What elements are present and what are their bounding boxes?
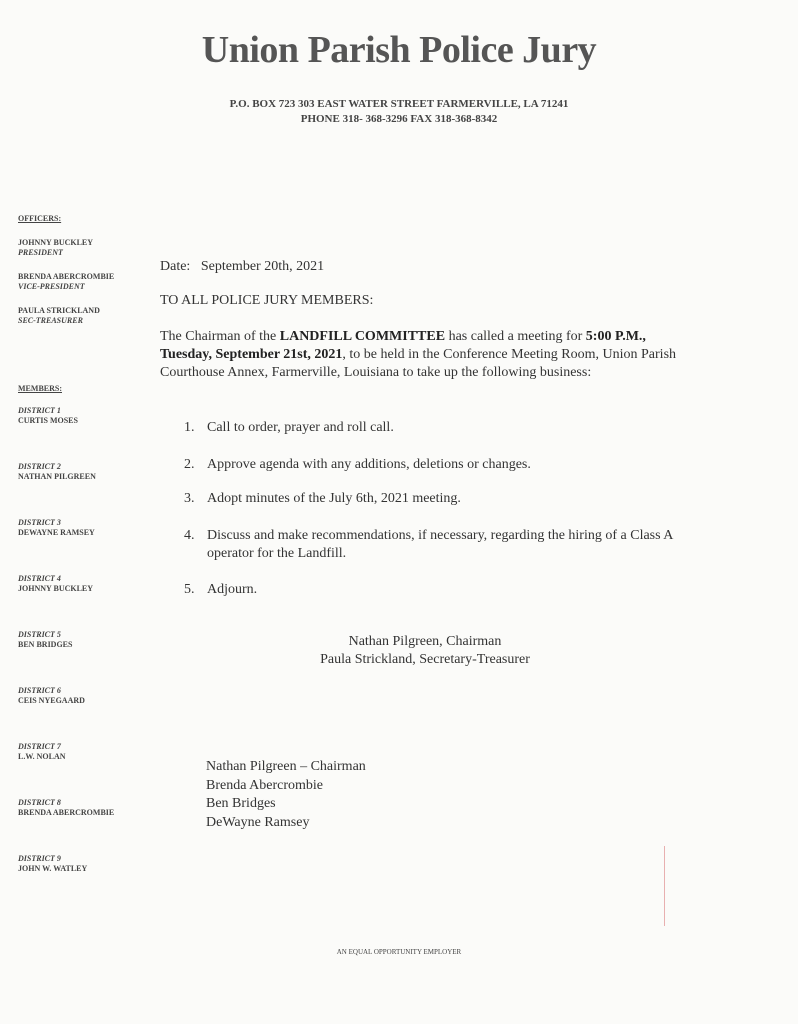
meeting-time: 5:00 P.M., Tuesday, September 21st, 2021: [160, 329, 646, 362]
district-label: DISTRICT 8: [18, 798, 61, 807]
district-member: DEWAYNE RAMSEY: [18, 528, 95, 537]
district-label: DISTRICT 3: [18, 518, 61, 527]
district-label: DISTRICT 4: [18, 574, 61, 583]
district-member: BEN BRIDGES: [18, 640, 73, 649]
notice-text: has called a meeting for: [445, 329, 586, 344]
district-member: BRENDA ABERCROMBIE: [18, 808, 115, 817]
officer-role: SEC-TREASURER: [18, 316, 83, 325]
date-value: September 20th, 2021: [200, 259, 325, 274]
committee-member: Ben Bridges: [206, 796, 276, 811]
agenda-text: Call to order, prayer and roll call.: [207, 420, 394, 435]
agenda-text: Adjourn.: [207, 582, 258, 597]
district-label: DISTRICT 5: [18, 630, 61, 639]
letterhead-phone: PHONE 318- 368-3296 FAX 318-368-8342: [300, 113, 498, 125]
district-member: CEIS NYEGAARD: [18, 696, 85, 705]
officer-name: PAULA STRICKLAND: [18, 306, 100, 315]
notice-text: The Chairman of the: [160, 329, 280, 344]
agenda-text: Discuss and make recommendations, if necessary, regarding the hiring of a Class A operator for the Landfill.: [207, 528, 673, 561]
salutation: TO ALL POLICE JURY MEMBERS:: [160, 293, 374, 308]
agenda-number: 3.: [184, 491, 195, 506]
agenda-number: 5.: [184, 582, 195, 597]
officer-role: VICE-PRESIDENT: [18, 282, 85, 291]
date-label: Date:: [160, 259, 191, 274]
district-member: NATHAN PILGREEN: [18, 472, 96, 481]
officer-name: BRENDA ABERCROMBIE: [18, 272, 115, 281]
members-heading: MEMBERS:: [18, 384, 62, 393]
officer-role: PRESIDENT: [18, 248, 63, 257]
committee-members: [206, 758, 366, 832]
district-label: DISTRICT 9: [18, 854, 61, 863]
district-label: DISTRICT 1: [18, 406, 61, 415]
officers-heading: OFFICERS:: [18, 214, 62, 223]
committee-name: LANDFILL COMMITTEE: [279, 329, 446, 344]
officer-name: JOHNNY BUCKLEY: [18, 238, 94, 247]
letterhead-address: P.O. BOX 723 303 EAST WATER STREET FARMERVILLE, LA 71241: [229, 98, 569, 110]
agenda-number: 1.: [184, 420, 195, 435]
margin-mark: [664, 846, 665, 926]
agenda-text: Adopt minutes of the July 6th, 2021 meeting.: [207, 491, 461, 506]
district-member: JOHN W. WATLEY: [18, 864, 88, 873]
signature-chair: Nathan Pilgreen, Chairman: [348, 634, 502, 649]
letter-date: [160, 258, 720, 276]
committee-member: DeWayne Ramsey: [206, 814, 310, 830]
committee-member: Nathan Pilgreen – Chairman: [206, 759, 366, 774]
agenda-number: 2.: [184, 457, 195, 472]
footer-equal-opportunity: AN EQUAL OPPORTUNITY EMPLOYER: [336, 948, 462, 956]
district-member: JOHNNY BUCKLEY: [18, 584, 94, 593]
district-label: DISTRICT 6: [18, 686, 61, 695]
district-label: DISTRICT 2: [18, 462, 61, 471]
letterhead-title: Union Parish Police Jury: [201, 29, 597, 71]
district-member: L.W. NOLAN: [18, 752, 66, 761]
district-label: DISTRICT 7: [18, 742, 61, 751]
signature-secretary: Paula Strickland, Secretary-Treasurer: [320, 652, 530, 667]
committee-member: Brenda Abercrombie: [206, 777, 324, 793]
agenda-number: 4.: [184, 528, 195, 543]
notice-text: , to be held in the Conference Meeting Room, Union Parish Courthouse Annex, Farmerville, Louisiana to take up the following business:: [160, 347, 677, 380]
agenda-text: Approve agenda with any additions, deletions or changes.: [207, 457, 531, 472]
district-member: CURTIS MOSES: [18, 416, 78, 425]
meeting-notice: [160, 328, 700, 382]
